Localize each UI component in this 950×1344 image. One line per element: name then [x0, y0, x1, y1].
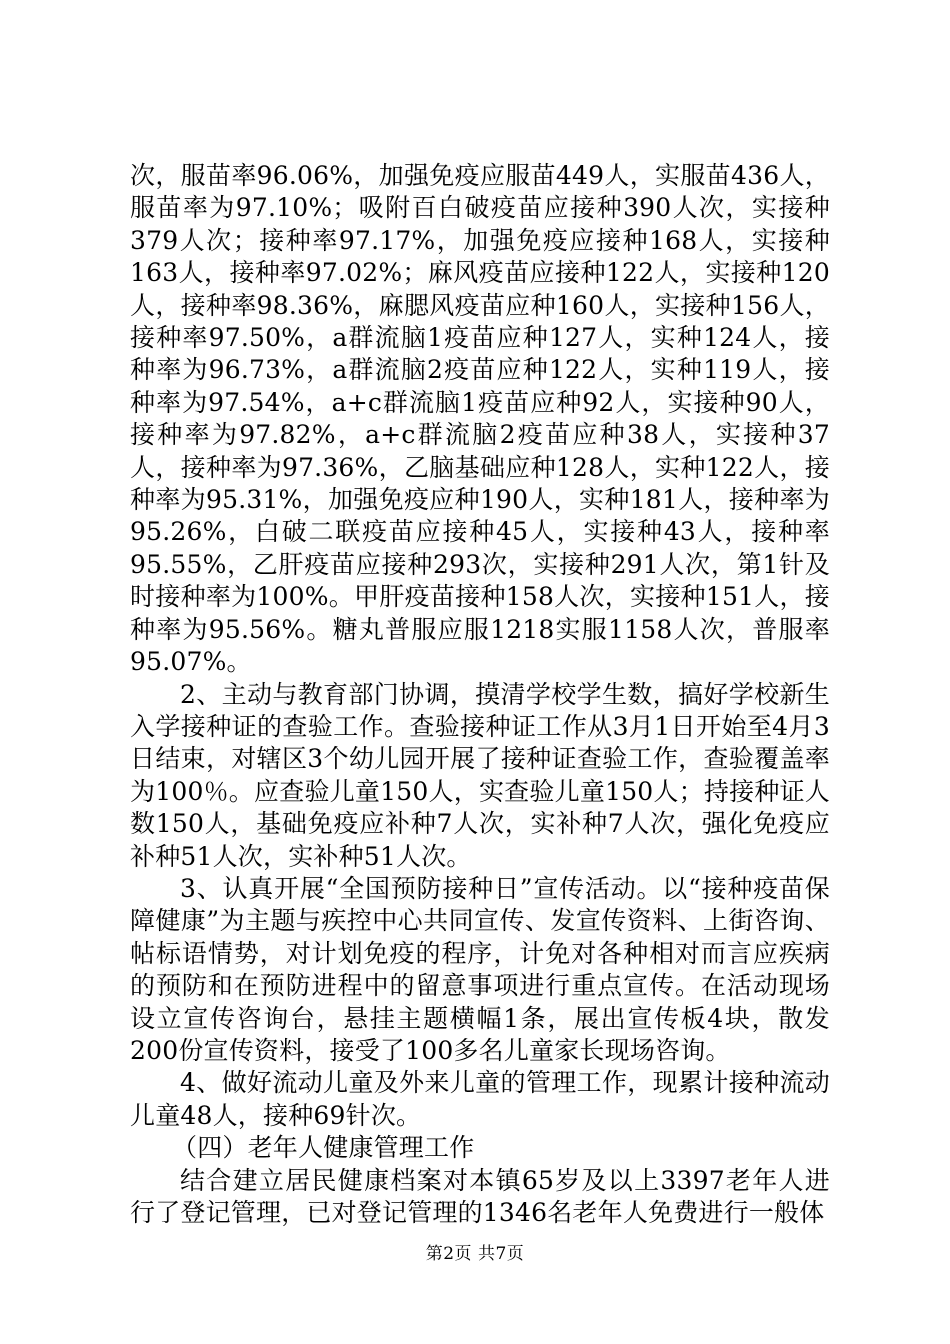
- paragraph-vaccination-day-campaign: 3、认真开展“全国预防接种日”宣传活动。以“接种疫苗保障健康”为主题与疾控中心共同宣传、发宣传资料、上街咨询、帖标语情势，对计划免疫的程序，计免对各种相对而言应疾病的预防和在预防进程中的留意事项进行重点宣传。在活动现场设立宣传咨询台，悬挂主题横幅1条，展出宣传板4块，散发200份宣传资料，接受了100多名儿童家长现场咨询。: [130, 873, 830, 1065]
- page-footer: 第2页 共7页: [425, 1244, 525, 1264]
- paragraph-vaccination-rates: 次，服苗率96.06%，加强免疫应服苗449人，实服苗436人，服苗率为97.10%；吸附百白破疫苗应接种390人次，实接种379人次；接种率97.17%，加强免疫应接种168人，实接种163人，接种率97.02%；麻风疫苗应接种122人，实接种120人，接种率98.36%，麻腮风疫苗应种160人，实接种156人，接种率97.50%，a群流脑1疫苗应种127人，实种124人，接种率为96.73%，a群流脑2疫苗应种122人，实种119人，接种率为97.54%，a+c群流脑1疫苗应种92人，实接种90人，接种率为97.82%，a+c群流脑2疫苗应种38人，实接种37人，接种率为97.36%，乙脑基础应种128人，实种122人，接种率为95.31%，加强免疫应种190人，实种181人，接种率为95.26%，白破二联疫苗应接种45人，实接种43人，接种率95.55%，乙肝疫苗应接种293次，实接种291人次，第1针及时接种率为100%。甲肝疫苗接种158人次，实接种151人，接种率为95.56%。糖丸普服应服1218实服1158人次，普服率95.07%。: [130, 161, 830, 677]
- document-body: [130, 160, 830, 1229]
- paragraph-migrant-children: 4、做好流动儿童及外来儿童的管理工作，现累计接种流动儿童48人，接种69针次。: [130, 1068, 830, 1130]
- paragraph-elderly-management: 结合建立居民健康档案对本镇65岁及以上3397老年人进行了登记管理，已对登记管理的1346名老年人免费进行一般体: [130, 1165, 830, 1227]
- section-heading-elderly-health: （四）老年人健康管理工作: [172, 1133, 475, 1163]
- paragraph-school-certificate-check: 2、主动与教育部门协调，摸清学校学生数，搞好学校新生入学接种证的查验工作。查验接种证工作从3月1日开始至4月3日结束，对辖区3个幼儿园开展了接种证查验工作，查验覆盖率为100％。应查验儿童150人，实查验儿童150人；持接种证人数150人，基础免疫应补种7人次，实补种7人次，强化免疫应补种51人次，实补种51人次。: [130, 679, 830, 871]
